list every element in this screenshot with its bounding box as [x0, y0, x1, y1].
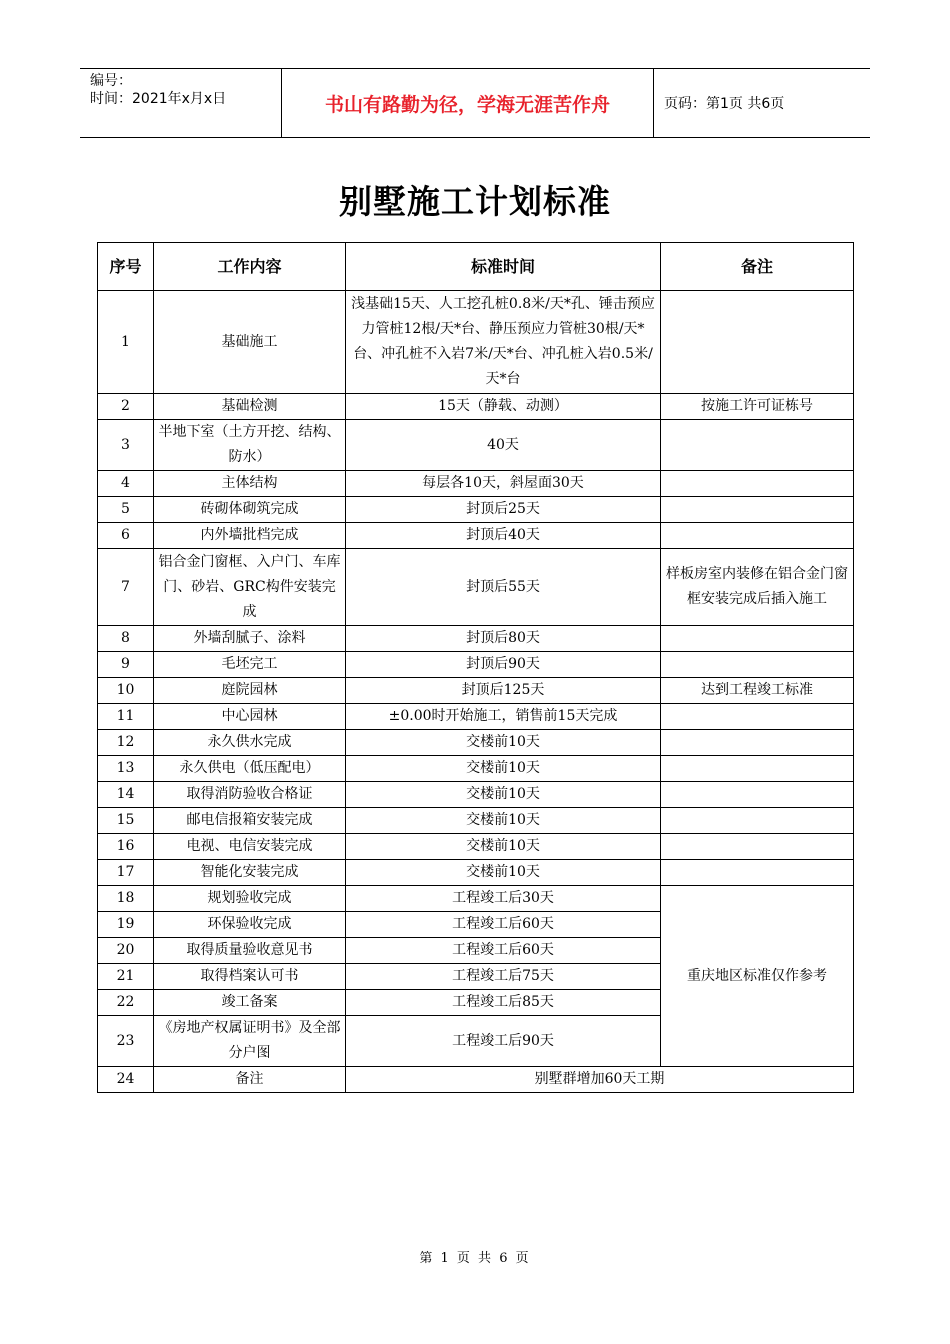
row-standard-time: 工程竣工后85天: [346, 990, 661, 1016]
row-number: 10: [98, 678, 154, 704]
row-work-content: 半地下室（土方开挖、结构、防水）: [154, 420, 346, 471]
table-row: [98, 704, 854, 730]
row-number: 20: [98, 938, 154, 964]
row-number: 5: [98, 497, 154, 523]
number-label: 编号：: [90, 73, 132, 89]
column-header-no: 序号: [98, 243, 154, 291]
row-number: 24: [98, 1067, 154, 1093]
row-note: [661, 834, 854, 860]
row-number: 18: [98, 886, 154, 912]
row-number: 16: [98, 834, 154, 860]
row-standard-time: 交楼前10天: [346, 808, 661, 834]
row-standard-time: 封顶后90天: [346, 652, 661, 678]
row-work-content: 中心园林: [154, 704, 346, 730]
table-row: [98, 291, 854, 394]
table-row: [98, 782, 854, 808]
row-work-content: 基础检测: [154, 394, 346, 420]
header-motto: 书山有路勤为径，学海无涯苦作舟: [282, 69, 654, 137]
row-note: 按施工许可证栋号: [661, 394, 854, 420]
row-standard-time: 工程竣工后60天: [346, 912, 661, 938]
row-standard-time: 交楼前10天: [346, 782, 661, 808]
column-header-time: 标准时间: [346, 243, 661, 291]
row-number: 7: [98, 549, 154, 626]
row-work-content: 永久供电（低压配电）: [154, 756, 346, 782]
row-note: [661, 782, 854, 808]
row-note: 达到工程竣工标准: [661, 678, 854, 704]
row-number: 11: [98, 704, 154, 730]
row-standard-time: 交楼前10天: [346, 756, 661, 782]
row-standard-time: 交楼前10天: [346, 730, 661, 756]
date-label: 时间：2021年x月x日: [90, 91, 227, 107]
row-number: 15: [98, 808, 154, 834]
row-work-content: 环保验收完成: [154, 912, 346, 938]
table-row: [98, 886, 854, 912]
table-row: [98, 471, 854, 497]
table-row: [98, 678, 854, 704]
row-standard-time: 封顶后55天: [346, 549, 661, 626]
row-number: 22: [98, 990, 154, 1016]
row-note: [661, 291, 854, 394]
row-note: [661, 420, 854, 471]
row-standard-time: 交楼前10天: [346, 860, 661, 886]
row-number: 17: [98, 860, 154, 886]
row-work-content: 主体结构: [154, 471, 346, 497]
header-page-info: 页码：第1页 共6页: [664, 96, 785, 112]
row-number: 6: [98, 523, 154, 549]
row-number: 13: [98, 756, 154, 782]
row-work-content: 外墙刮腻子、涂料: [154, 626, 346, 652]
row-number: 8: [98, 626, 154, 652]
row-standard-time: 工程竣工后90天: [346, 1016, 661, 1067]
row-standard-time: 封顶后80天: [346, 626, 661, 652]
row-work-content: 基础施工: [154, 291, 346, 394]
row-work-content: 规划验收完成: [154, 886, 346, 912]
row-work-content: 铝合金门窗框、入户门、车库门、砂岩、GRC构件安装完成: [154, 549, 346, 626]
row-number: 2: [98, 394, 154, 420]
row-work-content: 备注: [154, 1067, 346, 1093]
row-note: [661, 523, 854, 549]
table-row: [98, 652, 854, 678]
row-work-content: 取得档案认可书: [154, 964, 346, 990]
row-standard-time: 15天（静载、动测）: [346, 394, 661, 420]
table-row: [98, 730, 854, 756]
header-meta: [80, 69, 282, 137]
row-note: [661, 652, 854, 678]
row-standard-time: 工程竣工后30天: [346, 886, 661, 912]
page-footer: 第 1 页 共 6 页: [419, 1251, 531, 1266]
row-number: 9: [98, 652, 154, 678]
row-note: [661, 808, 854, 834]
row-number: 4: [98, 471, 154, 497]
table-row: [98, 808, 854, 834]
row-standard-time: 40天: [346, 420, 661, 471]
document-title: 别墅施工计划标准: [339, 182, 611, 221]
row-work-content: 毛坯完工: [154, 652, 346, 678]
row-note: [661, 626, 854, 652]
row-note: [661, 471, 854, 497]
row-work-content: 电视、电信安装完成: [154, 834, 346, 860]
row-standard-time: 别墅群增加60天工期: [346, 1067, 854, 1093]
row-note: 样板房室内装修在铝合金门窗框安装完成后插入施工: [661, 549, 854, 626]
table-header-row: [98, 243, 854, 291]
row-work-content: 永久供水完成: [154, 730, 346, 756]
row-standard-time: 每层各10天，斜屋面30天: [346, 471, 661, 497]
row-standard-time: 工程竣工后60天: [346, 938, 661, 964]
row-note: [661, 730, 854, 756]
row-work-content: 内外墙批档完成: [154, 523, 346, 549]
row-standard-time: ±0.00时开始施工，销售前15天完成: [346, 704, 661, 730]
column-header-work: 工作内容: [154, 243, 346, 291]
row-number: 1: [98, 291, 154, 394]
row-standard-time: 封顶后125天: [346, 678, 661, 704]
row-number: 14: [98, 782, 154, 808]
row-number: 12: [98, 730, 154, 756]
row-work-content: 智能化安装完成: [154, 860, 346, 886]
table-row: [98, 756, 854, 782]
page-header: [80, 68, 870, 138]
table-row: [98, 860, 854, 886]
row-work-content: 砖砌体砌筑完成: [154, 497, 346, 523]
row-work-content: 《房地产权属证明书》及全部分户图: [154, 1016, 346, 1067]
row-note: [661, 756, 854, 782]
row-note: [661, 704, 854, 730]
construction-plan-table: [97, 242, 854, 1093]
row-number: 3: [98, 420, 154, 471]
table-row: [98, 497, 854, 523]
row-work-content: 庭院园林: [154, 678, 346, 704]
table-row: [98, 626, 854, 652]
row-work-content: 邮电信报箱安装完成: [154, 808, 346, 834]
table-row: [98, 549, 854, 626]
row-standard-time: 工程竣工后75天: [346, 964, 661, 990]
row-work-content: 取得消防验收合格证: [154, 782, 346, 808]
row-standard-time: 封顶后25天: [346, 497, 661, 523]
table-row: [98, 394, 854, 420]
row-note: [661, 497, 854, 523]
row-number: 21: [98, 964, 154, 990]
row-standard-time: 浅基础15天、人工挖孔桩0.8米/天*孔、锤击预应力管桩12根/天*台、静压预应力管桩30根/天*台、冲孔桩不入岩7米/天*台、冲孔桩入岩0.5米/天*台: [346, 291, 661, 394]
row-work-content: 取得质量验收意见书: [154, 938, 346, 964]
table-row: [98, 834, 854, 860]
column-header-note: 备注: [661, 243, 854, 291]
row-number: 23: [98, 1016, 154, 1067]
row-work-content: 竣工备案: [154, 990, 346, 1016]
table-row: [98, 420, 854, 471]
row-number: 19: [98, 912, 154, 938]
row-note-merged: 重庆地区标准仅作参考: [661, 886, 854, 1067]
row-standard-time: 封顶后40天: [346, 523, 661, 549]
row-standard-time: 交楼前10天: [346, 834, 661, 860]
row-note: [661, 860, 854, 886]
table-row: [98, 1067, 854, 1093]
table-row: [98, 523, 854, 549]
